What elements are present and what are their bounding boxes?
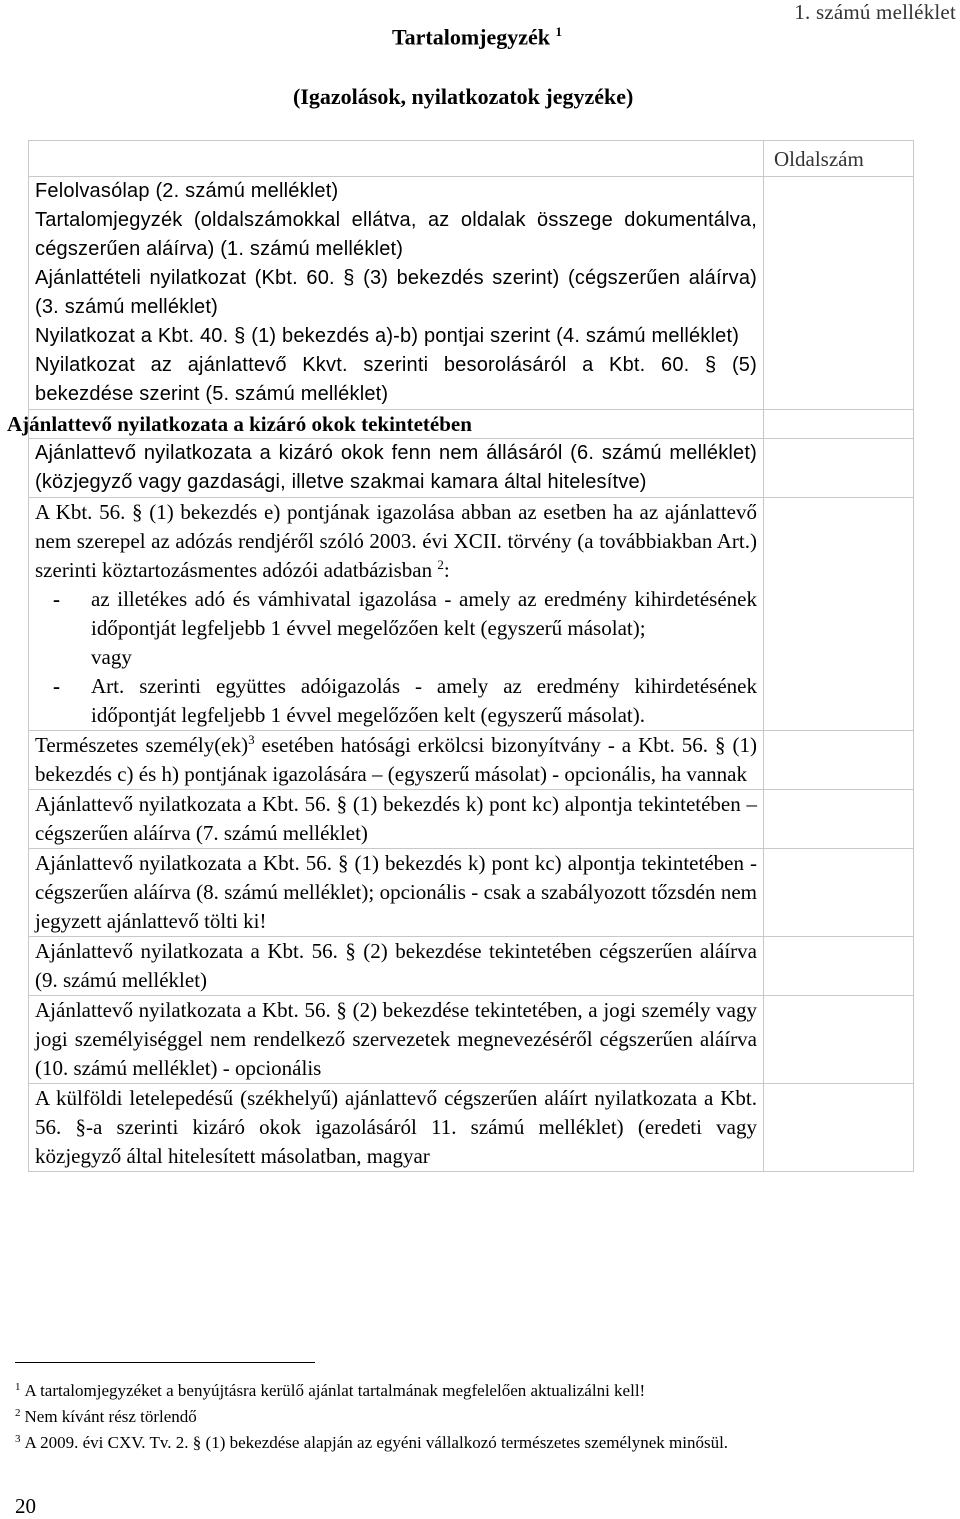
toc-row: [29, 731, 914, 790]
page-title: [392, 24, 562, 50]
page-cell: [764, 790, 914, 849]
toc-entry-3: Ajánlattételi nyilatkozat (Kbt. 60. § (3) bekezdés szerint) (cégszerűen aláírva) (3. számú melléklet): [35, 267, 757, 318]
toc-row: [29, 790, 914, 849]
or-text: vagy: [91, 645, 132, 669]
dash-bullet: -: [53, 674, 60, 698]
toc-entry-8: [29, 731, 764, 790]
page-cell: [764, 731, 914, 790]
list-item-text: Art. szerinti együttes adóigazolás - amely az eredmény kihirdetésének időpontját legfeljebb 1 évvel megelőzően kelt (egyszerű másolat).: [91, 674, 757, 727]
footnote-text: Nem kívánt rész törlendő: [24, 1407, 197, 1426]
appendix-label: 1. számú melléklet: [794, 0, 956, 24]
toc-entry-13: A külföldi letelepedésű (székhelyű) ajánlattevő cégszerűen aláírt nyilatkozata a Kbt. 56. §-a szerinti kizáró okok igazolásáról 11. számú melléklet) (eredeti vagy közjegyző által hitelesített másolatban, magyar: [29, 1084, 764, 1172]
list-item-text: az illetékes adó és vámhivatal igazolása - amely az eredmény kihirdetésének időpontját legfeljebb 1 évvel megelőzően kelt (egyszerű másolat);: [91, 587, 757, 640]
page-cell: [764, 849, 914, 937]
toc-entry-7: [29, 498, 764, 731]
list-item: [35, 672, 757, 730]
toc-section-row: [29, 410, 914, 439]
toc-entry-9: Ajánlattevő nyilatkozata a Kbt. 56. § (1) bekezdés k) pont kc) alpontja tekintetében – cégszerűen aláírva (7. számú melléklet): [29, 790, 764, 849]
toc-entry-11: Ajánlattevő nyilatkozata a Kbt. 56. § (2) bekezdése tekintetében cégszerűen aláírva (9. számú melléklet): [29, 937, 764, 996]
toc-entry-6: Ajánlattevő nyilatkozata a kizáró okok fenn nem állásáról (6. számú melléklet) (közjegyző vagy gazdasági, illetve szakmai kamara által hitelesítve): [29, 439, 764, 498]
page-cell: [764, 996, 914, 1084]
footnote: [15, 1428, 728, 1454]
toc-row: [29, 177, 914, 410]
page-cell: [764, 410, 914, 439]
toc-row: [29, 439, 914, 498]
toc-row: [29, 849, 914, 937]
footnote-ref: 3: [248, 732, 255, 747]
title-text: Tartalomjegyzék: [392, 24, 551, 50]
footnote-text: A tartalomjegyzéket a benyújtásra kerülő ajánlat tartalmának megfelelően aktualizálni kell!: [24, 1381, 646, 1400]
toc-entry-7-intro: [35, 498, 757, 585]
footnote: [15, 1402, 728, 1428]
footnote-number: 2: [15, 1407, 21, 1419]
toc-row: [29, 937, 914, 996]
entry-text: Természetes személy(ek): [35, 733, 249, 757]
footnotes: [15, 1376, 728, 1454]
header-blank-cell: [29, 141, 764, 177]
toc-header-row: [29, 141, 914, 177]
toc-entry-1: Felolvasólap (2. számú melléklet): [35, 180, 339, 202]
toc-entry-10: Ajánlattevő nyilatkozata a Kbt. 56. § (1) bekezdés k) pont kc) alpontja tekintetében - cégszerűen aláírva (8. számú melléklet); opcionális - csak a szabályozott tőzsdén nem jegyzett ajánlattevő tölti ki!: [29, 849, 764, 937]
page-cell: [764, 498, 914, 731]
dash-bullet: -: [53, 587, 60, 611]
title-footnote-ref: 1: [555, 24, 563, 39]
section-heading-cell: [7, 410, 764, 439]
toc-entry-4: Nyilatkozat a Kbt. 40. § (1) bekezdés a)-b) pontjai szerint (4. számú melléklet): [35, 325, 740, 347]
footnote: [15, 1376, 728, 1402]
page-cell: [764, 177, 914, 410]
toc-entry-12: Ajánlattevő nyilatkozata a Kbt. 56. § (2) bekezdése tekintetében, a jogi személy vagy jogi személyiséggel nem rendelkező szervezetek megnevezéséről cégszerűen aláírva (10. számú melléklet) - opcionális: [29, 996, 764, 1084]
colon: :: [443, 558, 450, 582]
toc-entry-5: Nyilatkozat az ajánlattevő Kkvt. szerinti besorolásáról a Kbt. 60. § (5) bekezdése szerint (5. számú melléklet): [35, 354, 757, 405]
page-cell: [764, 1084, 914, 1172]
page-cell: [764, 937, 914, 996]
toc-entry-2: Tartalomjegyzék (oldalszámokkal ellátva, az oldalak összege dokumentálva, cégszerűen aláírva) (1. számú melléklet): [35, 209, 757, 260]
list-item: [35, 585, 757, 643]
footnote-text: A 2009. évi CXV. Tv. 2. § (1) bekezdése alapján az egyéni vállalkozó természetes személynek minősül.: [24, 1433, 729, 1452]
entry-text: esetében hatósági erkölcsi bizonyítvány - a Kbt. 56. § (1) bekezdés c) és h) pontjának igazolására – (egyszerű másolat) - opcionális, ha vannak: [35, 733, 757, 786]
footnote-number: 3: [15, 1433, 21, 1445]
toc-row: [29, 1084, 914, 1172]
toc-table: [7, 140, 914, 1172]
toc-entry-group: [29, 177, 764, 410]
footnote-separator: [15, 1362, 315, 1363]
intro-text: A Kbt. 56. § (1) bekezdés e) pontjának igazolása abban az esetben ha az ajánlattevő nem szerepel az adózás rendjéről szóló 2003. évi XCII. törvény (a továbbiakban Art.) szerinti köztartozásmentes adózói adatbázisban: [35, 500, 757, 582]
footnote-number: 1: [15, 1381, 21, 1393]
page-number: 20: [15, 1494, 36, 1518]
toc-row: [29, 498, 914, 731]
page-subtitle: (Igazolások, nyilatkozatok jegyzéke): [293, 84, 634, 109]
section-heading: Ajánlattevő nyilatkozata a kizáró okok tekintetében: [7, 412, 472, 436]
page-column-header: Oldalszám: [764, 141, 914, 177]
footnote-ref: 2: [437, 557, 444, 572]
page-cell: [764, 439, 914, 498]
toc-row: [29, 996, 914, 1084]
